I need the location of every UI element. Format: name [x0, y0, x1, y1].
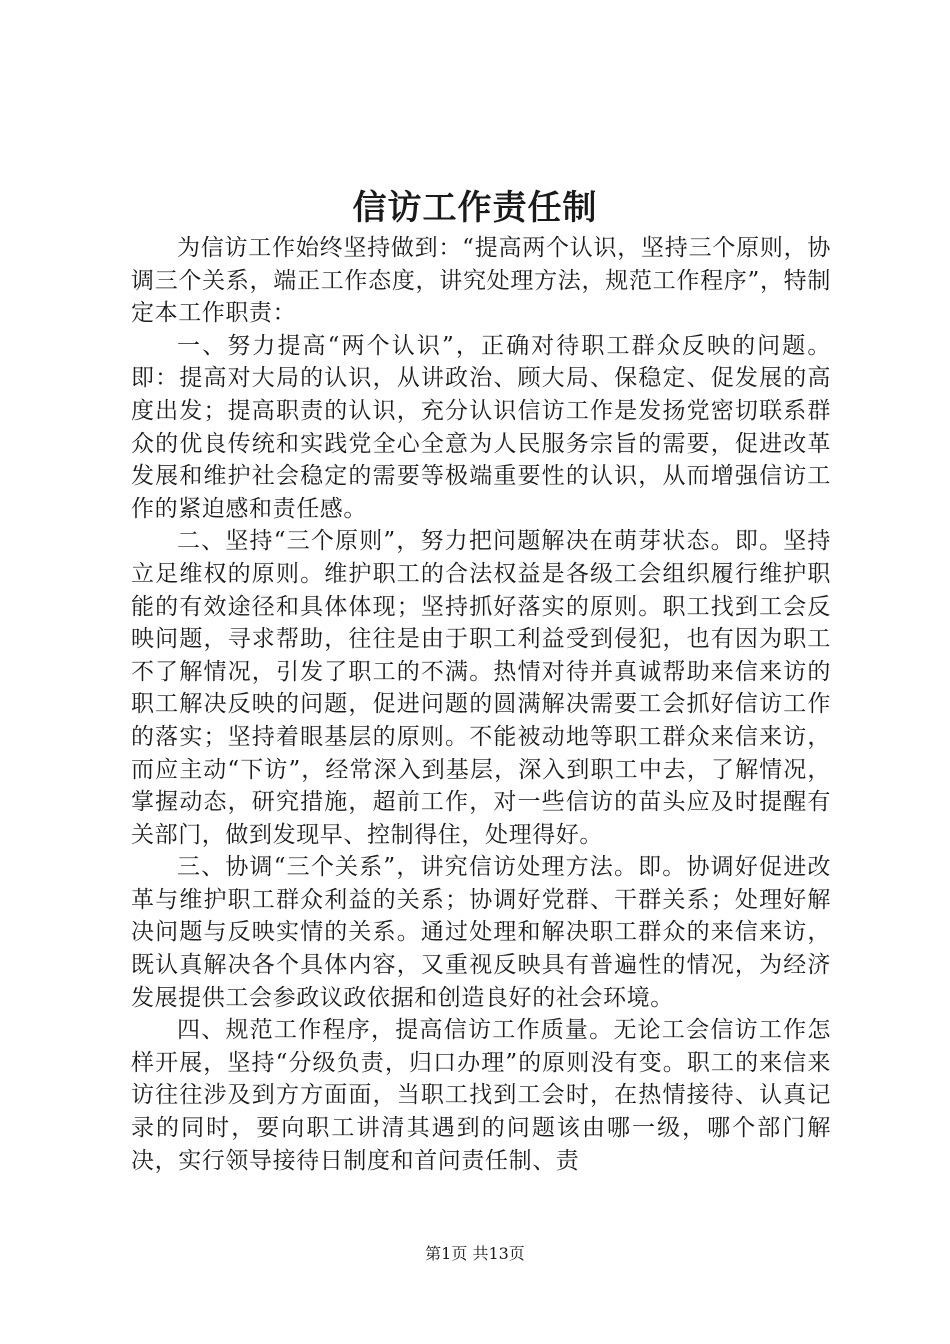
paragraph-intro: 为信访工作始终坚持做到：“提高两个认识，坚持三个原则，协调三个关系，端正工作态度，讲究处理方法，规范工作程序”，特制定本工作职责：	[131, 235, 831, 327]
paragraph-section-2: 二、坚持“三个原则”，努力把问题解决在萌芽状态。即。坚持立足维权的原则。维护职工的合法权益是各级工会组织履行维护职能的有效途径和具体体现；坚持抓好落实的原则。职工找到工会反映问题，寻求帮助，往往是由于职工利益受到侵犯，也有因为职工不了解情况，引发了职工的不满。热情对待并真诚帮助来信来访的职工解决反映的问题，促进问题的圆满解决需要工会抓好信访工作的落实；坚持着眼基层的原则。不能被动地等职工群众来信来访，而应主动“下访”，经常深入到基层，深入到职工中去，了解情况，掌握动态，研究措施，超前工作，对一些信访的苗头应及时提醒有关部门，做到发现早、控制得住，处理得好。	[131, 528, 831, 848]
page-number-footer: 第1页 共13页	[425, 1244, 525, 1263]
paragraph-section-4: 四、规范工作程序，提高信访工作质量。无论工会信访工作怎样开展，坚持“分级负责，归口办理”的原则没有变。职工的来信来访往往涉及到方方面面，当职工找到工会时，在热情接待、认真记录的同时，要向职工讲清其遇到的问题该由哪一级，哪个部门解决，实行领导接待日制度和首问责任制、责	[131, 1017, 831, 1174]
document-body	[131, 232, 831, 1177]
paragraph-section-1: 一、努力提高“两个认识”，正确对待职工群众反映的问题。即：提高对大局的认识，从讲政治、顾大局、保稳定、促发展的高度出发；提高职责的认识，充分认识信访工作是发扬党密切联系群众的优良传统和实践党全心全意为人民服务宗旨的需要，促进改革发展和维护社会稳定的需要等极端重要性的认识，从而增强信访工作的紧迫感和责任感。	[131, 332, 831, 522]
paragraph-section-3: 三、协调“三个关系”，讲究信访处理方法。即。协调好促进改革与维护职工群众利益的关系；协调好党群、干群关系；处理好解决问题与反映实情的关系。通过处理和解决职工群众的来信来访，既认真解决各个具体内容，又重视反映具有普遍性的情况，为经济发展提供工会参政议政依据和创造良好的社会环境。	[131, 854, 831, 1011]
document-title: 信访工作责任制	[352, 188, 598, 228]
